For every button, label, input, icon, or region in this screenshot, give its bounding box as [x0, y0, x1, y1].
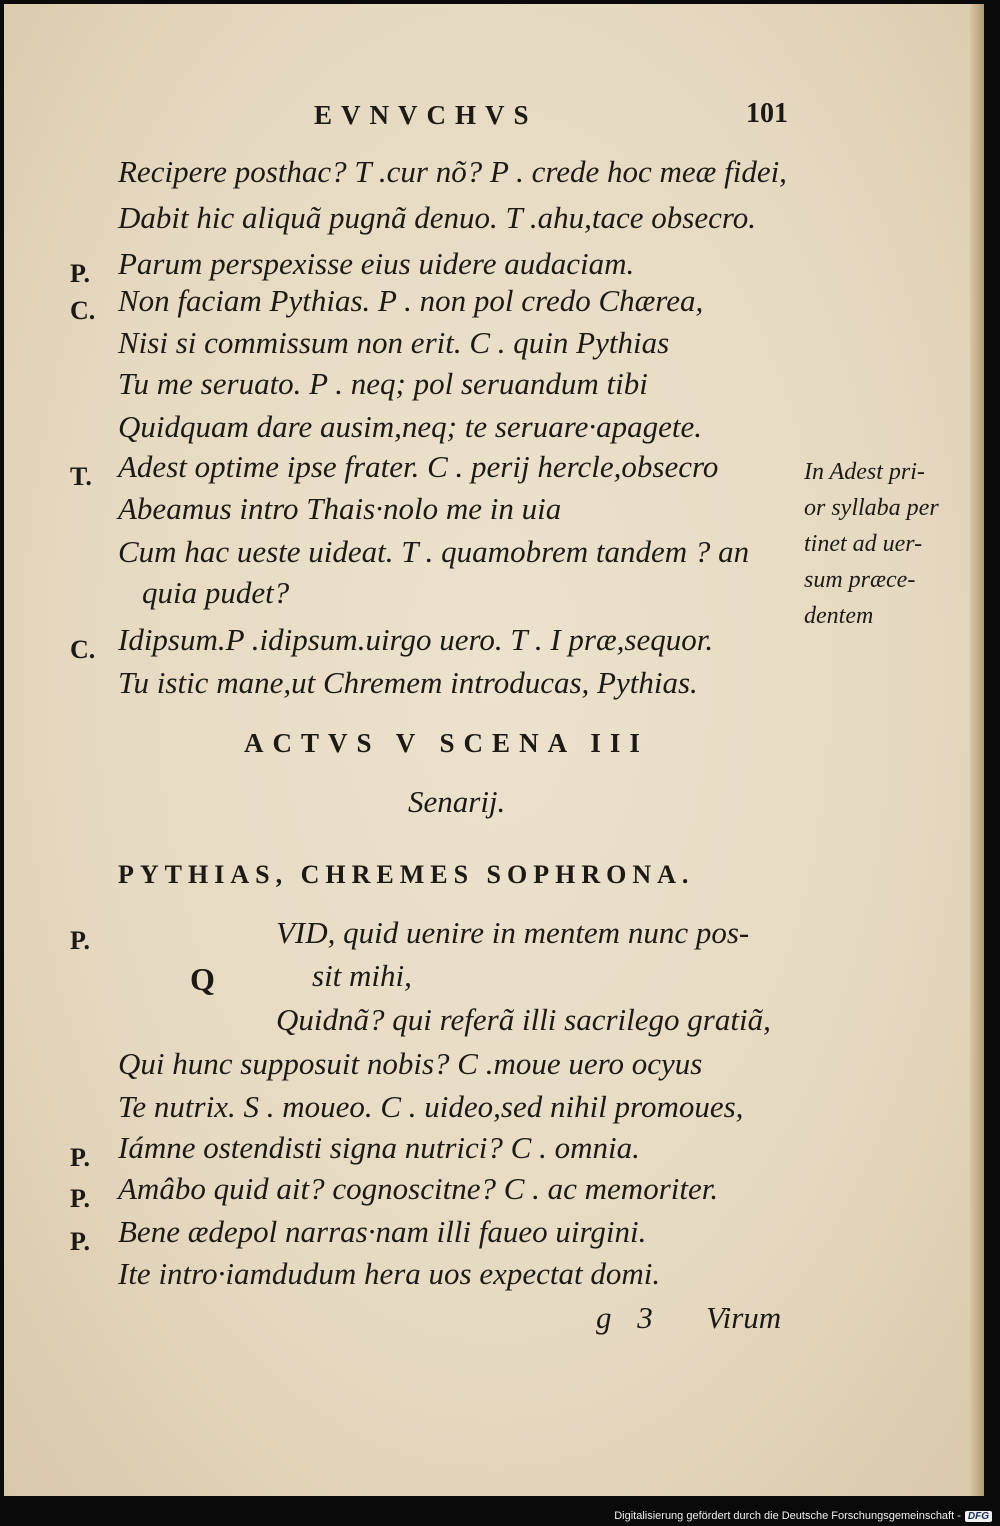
- verse-line: Ite intro·iamdudum hera uos expectat domi.: [118, 1256, 661, 1291]
- speaker-label: P.: [70, 259, 90, 288]
- verse-line: Qui hunc supposuit nobis? C .moue uero ocyus: [118, 1046, 703, 1081]
- verse-line: Parum perspexisse eius uidere audaciam.: [118, 246, 635, 281]
- scene-characters: PYTHIAS, CHREMES SOPHRONA.: [118, 860, 695, 889]
- speaker-label: P.: [70, 1184, 90, 1213]
- digitization-footer: [614, 1510, 992, 1522]
- verse-line: Cum hac ueste uideat. T . quamobrem tandem ? an: [118, 534, 750, 569]
- footer-text: Digitalisierung gefördert durch die Deutsche Forschungsgemeinschaft -: [614, 1510, 961, 1522]
- speaker-label: C.: [70, 296, 96, 325]
- verse-line: Iámne ostendisti signa nutrici? C . omnia.: [118, 1130, 640, 1165]
- marginal-note-line: sum præce-: [804, 567, 916, 593]
- speaker-label: C.: [70, 635, 96, 664]
- verse-line: sit mihi,: [312, 958, 412, 993]
- scene-meter: Senarij.: [408, 784, 506, 819]
- verse-line: Quidquam dare ausim,neq; te seruare·apagete.: [118, 409, 703, 444]
- verse-line: Tu istic mane,ut Chremem introducas, Pythias.: [118, 665, 698, 700]
- scene-title: ACTVS V SCENA III: [244, 728, 649, 758]
- dfg-logo-icon: DFG: [965, 1511, 992, 1522]
- speaker-label: P.: [70, 1143, 90, 1172]
- marginal-note-line: In Adest pri-: [804, 459, 925, 485]
- verse-line: Abeamus intro Thais·nolo me in uia: [118, 491, 562, 526]
- speaker-label: P.: [70, 926, 90, 955]
- verse-line: Adest optime ipse frater. C . perij hercle,obsecro: [118, 449, 719, 484]
- signature-mark: g 3: [596, 1300, 653, 1335]
- speaker-label: T.: [70, 462, 92, 491]
- verse-line: Nisi si commissum non erit. C . quin Pythias: [118, 325, 670, 360]
- verse-line: Dabit hic aliquã pugnã denuo. T .ahu,tace obsecro.: [118, 200, 757, 235]
- verse-line: Amâbo quid ait? cognoscitne? C . ac memoriter.: [118, 1171, 719, 1206]
- verse-line: Tu me seruato. P . neq; pol seruandum tibi: [118, 366, 648, 401]
- running-title: EVNVCHVS: [314, 100, 538, 130]
- verse-line: Non faciam Pythias. P . non pol credo Chærea,: [118, 283, 704, 318]
- marginal-note-line: dentem: [804, 603, 874, 629]
- verse-line: Te nutrix. S . moueo. C . uideo,sed nihil promoues,: [118, 1089, 744, 1124]
- verse-line: Idipsum.P .idipsum.uirgo uero. T . I præ,sequor.: [118, 622, 714, 657]
- verse-line: Recipere posthac? T .cur nõ? P . crede hoc meæ fidei,: [118, 154, 787, 189]
- book-page: [4, 4, 984, 1496]
- speaker-label: P.: [70, 1227, 90, 1256]
- page-number: 101: [746, 98, 788, 129]
- marginal-note-line: tinet ad uer-: [804, 531, 923, 557]
- verse-line: Quidnã? qui referã illi sacrilego gratiã,: [276, 1002, 771, 1037]
- catchword: Virum: [706, 1300, 782, 1335]
- marginal-note-line: or syllaba per: [804, 495, 939, 521]
- page-edge: [970, 4, 984, 1496]
- verse-line: VID, quid uenire in mentem nunc pos-: [276, 915, 750, 950]
- verse-line: Bene ædepol narras·nam illi faueo uirgini.: [118, 1214, 647, 1249]
- verse-line: quia pudet?: [142, 575, 290, 610]
- drop-cap: Q: [190, 961, 215, 997]
